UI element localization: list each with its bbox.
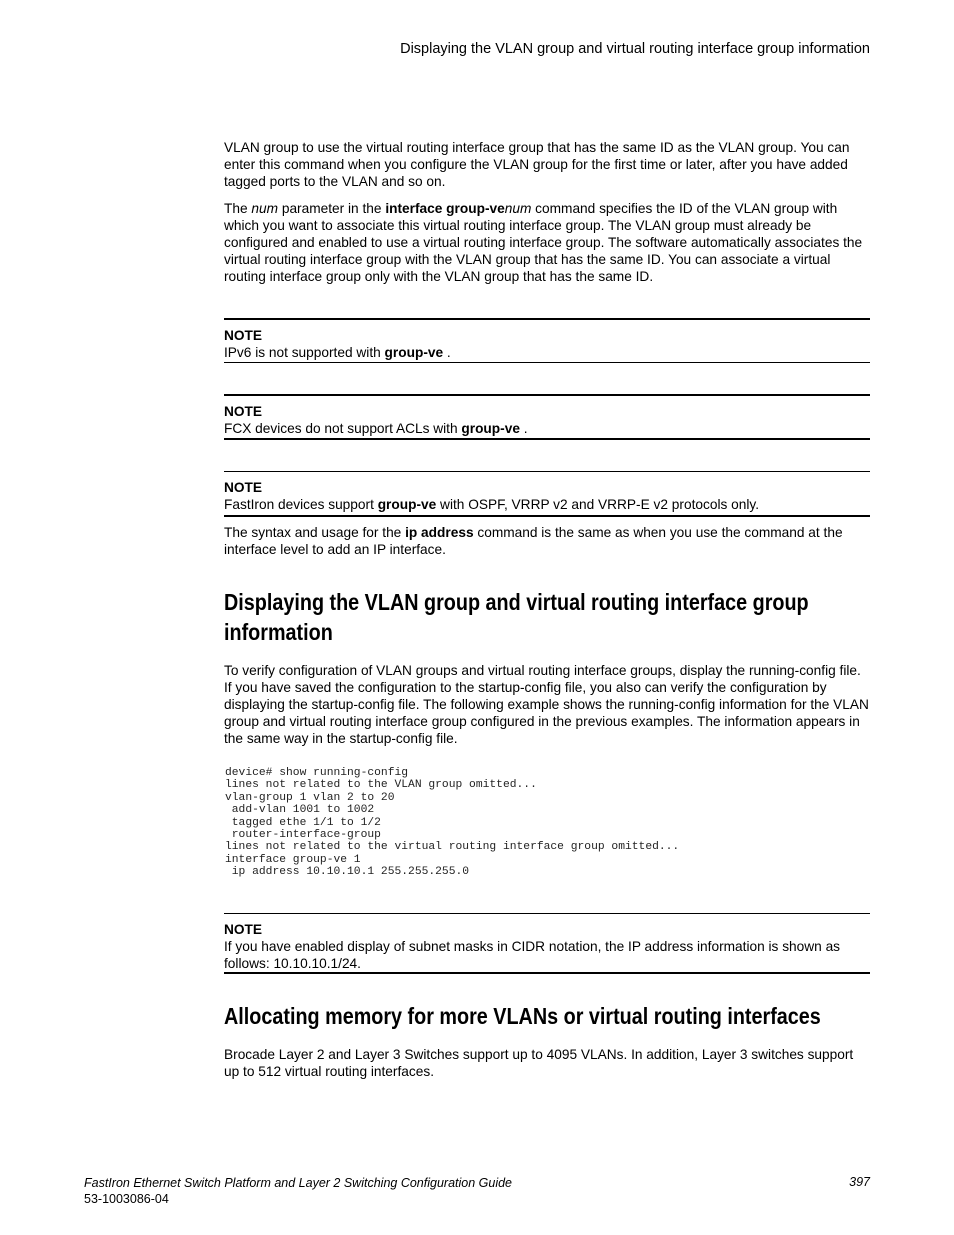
- num-param: num: [251, 201, 279, 216]
- note-text: If you have enabled display of subnet masks in CIDR notation, the IP address information is shown as follows: 10.10.10.1/24.: [224, 939, 841, 971]
- note-fastiron-protocols: [224, 471, 870, 517]
- note-text: FCX devices do not support ACLs with group-ve .: [224, 421, 528, 436]
- note-label: NOTE: [224, 922, 263, 937]
- footer: [84, 1175, 512, 1207]
- footer-guide-title: FastIron Ethernet Switch Platform and Layer 2 Switching Configuration Guide: [84, 1176, 512, 1190]
- note-cidr: [224, 913, 870, 974]
- note-text: FastIron devices support group-ve with OSPF, VRRP v2 and VRRP-E v2 protocols only.: [224, 497, 760, 512]
- note-label: NOTE: [224, 480, 263, 495]
- section1-paragraph: To verify configuration of VLAN groups and virtual routing interface groups, display the running-config file. If you have saved the configuration to the startup-config file, you also can verify the configuration by displaying the startup-config file. The following example shows the running-config information for the VLAN group and virtual routing interface group configured in the previous examples. The information appears in the same way in the startup-config file.: [224, 663, 869, 747]
- interface-group-ve-command: interface group-ve: [385, 201, 505, 216]
- section2-paragraph: Brocade Layer 2 and Layer 3 Switches support up to 4095 VLANs. In addition, Layer 3 switches support up to 512 virtual routing interfaces.: [224, 1047, 854, 1080]
- note-label: NOTE: [224, 404, 263, 419]
- page-number: 397: [849, 1175, 870, 1189]
- intro-paragraph-1: VLAN group to use the virtual routing interface group that has the same ID as the VLAN group. You can enter this command when you configure the VLAN group for the first time or later, after you have added tagged ports to the VLAN and so on.: [224, 140, 850, 190]
- running-config-code: device# show running-config lines not related to the VLAN group omitted... vlan-group 1 vlan 2 to 20 add-vlan 1001 to 1002 tagged ethe 1/1 to 1/2 router-interface-group lines not related to the virtual routing interface group omitted... interface group-ve 1 ip address 10.10.10.1 255.255.255.0: [225, 767, 680, 879]
- section-heading-displaying: Displaying the VLAN group and virtual routing interface group information: [224, 589, 809, 645]
- intro-paragraph-2: The num parameter in the interface group-venum command specifies the ID of the VLAN group with which you want to associate this virtual routing interface group. The VLAN group must already be configured and enabled to use a virtual routing interface group. The software automatically associates the virtual routing interface group with the VLAN group that has the same ID. You can associate a virtual routing interface group only with the VLAN group that has the same ID.: [224, 201, 863, 285]
- section-heading-allocating: Allocating memory for more VLANs or virtual routing interfaces: [224, 1003, 821, 1029]
- note-ipv6: [224, 318, 870, 363]
- syntax-paragraph: The syntax and usage for the ip address command is the same as when you use the command at the interface level to add an IP interface.: [224, 525, 843, 558]
- footer-doc-number: 53-1003086-04: [84, 1192, 169, 1206]
- note-label: NOTE: [224, 328, 263, 343]
- note-fcx-acl: [224, 394, 870, 440]
- note-text: IPv6 is not supported with group-ve .: [224, 345, 451, 360]
- running-header: Displaying the VLAN group and virtual routing interface group information: [400, 41, 870, 57]
